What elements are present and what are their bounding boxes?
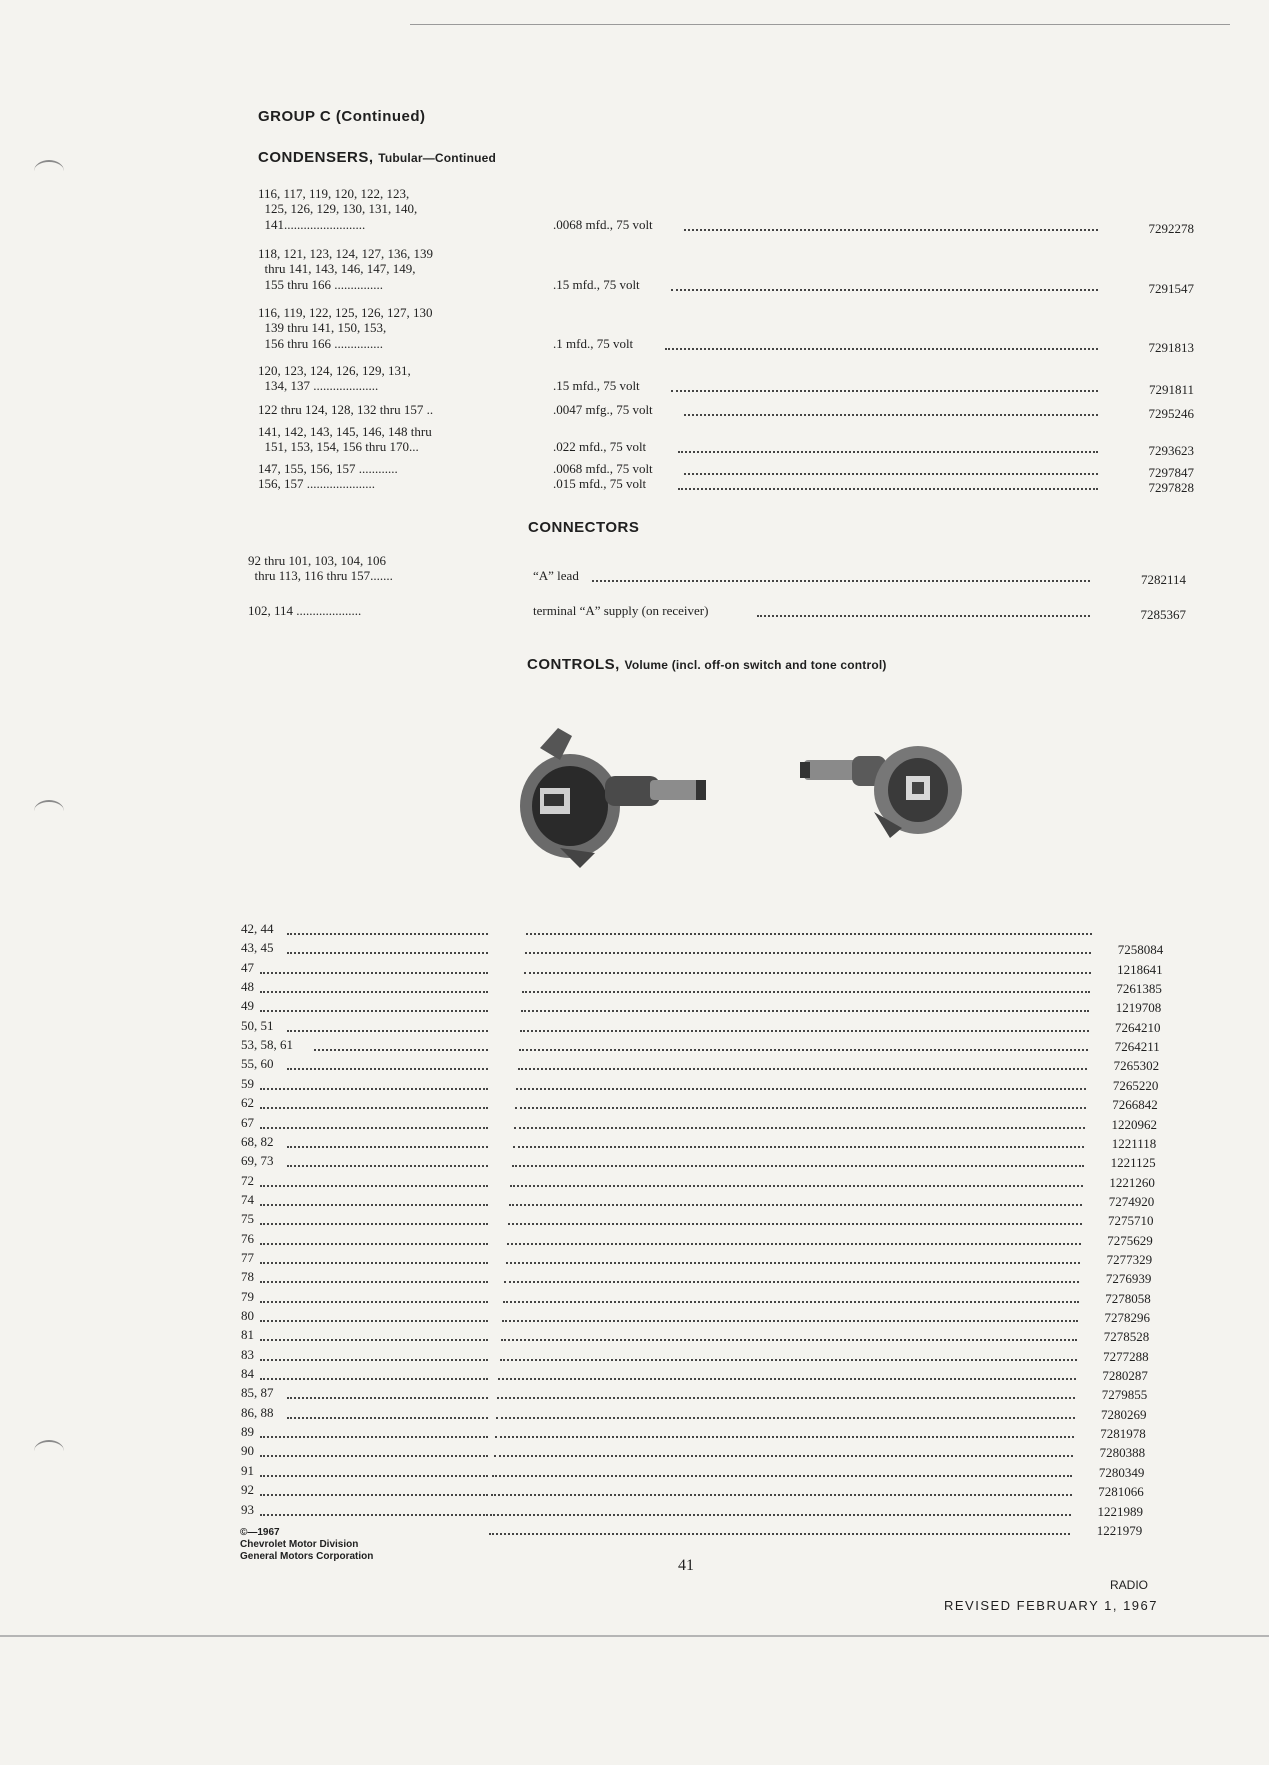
controls-entry-models: 50, 51 bbox=[241, 1017, 274, 1033]
controls-entry-leader-left bbox=[260, 991, 488, 993]
controls-entry-part-number: 7277329 bbox=[1106, 1251, 1153, 1267]
controls-entry-leader-left bbox=[260, 1475, 488, 1477]
controls-entry-models: 55, 60 bbox=[241, 1056, 274, 1072]
condensers-entry-description: .0047 mfg., 75 volt bbox=[553, 402, 653, 417]
controls-entry-part-number: 7281978 bbox=[1100, 1426, 1146, 1442]
controls-entry-part-number: 7275629 bbox=[1107, 1232, 1153, 1248]
controls-entry-leader-left bbox=[287, 1068, 488, 1070]
controls-entry-models: 47 bbox=[241, 959, 254, 975]
page-number: 41 bbox=[678, 1557, 694, 1574]
controls-entry-models: 68, 82 bbox=[241, 1133, 274, 1149]
binder-hole-middle bbox=[34, 800, 64, 822]
controls-entry-part-number: 7280287 bbox=[1102, 1368, 1148, 1384]
condensers-entry-part-number: 7295246 bbox=[1148, 406, 1194, 421]
controls-entry-leader-left bbox=[260, 1494, 488, 1496]
controls-entry-part-number: 1220962 bbox=[1111, 1116, 1157, 1132]
controls-entry-leader-left bbox=[314, 1049, 488, 1051]
controls-entry-models: 84 bbox=[241, 1366, 254, 1382]
controls-entry-leader-right bbox=[498, 1378, 1076, 1380]
controls-entry-part-number: 1221125 bbox=[1110, 1155, 1156, 1171]
controls-entry-leader-right bbox=[509, 1204, 1082, 1206]
controls-entry-leader-right bbox=[513, 1146, 1085, 1148]
condensers-entry-leader bbox=[684, 414, 1098, 416]
controls-entry-leader-right bbox=[512, 1165, 1084, 1167]
condensers-heading-main: CONDENSERS, bbox=[258, 149, 374, 166]
division-name: Chevrolet Motor Division bbox=[240, 1539, 359, 1550]
controls-entry-leader-left bbox=[260, 1281, 488, 1283]
binder-hole-bottom bbox=[34, 1440, 64, 1462]
controls-entry-part-number: 7281066 bbox=[1098, 1484, 1144, 1500]
condensers-entry-description: .022 mfd., 75 volt bbox=[553, 439, 647, 455]
condensers-entry-models: 118, 121, 123, 124, 127, 136, 139 thru 141, 143, 146, 147, 149, 155 thru 166 ............... bbox=[258, 246, 434, 292]
controls-entry-part-number: 7277288 bbox=[1103, 1348, 1149, 1364]
condensers-heading bbox=[258, 149, 496, 166]
controls-entry-leader-right bbox=[490, 1514, 1071, 1516]
controls-entry-leader-left bbox=[287, 1030, 488, 1032]
controls-entry-models: 78 bbox=[241, 1269, 254, 1285]
controls-entry-part-number: 7264210 bbox=[1115, 1019, 1161, 1035]
controls-entry-leader-right bbox=[496, 1417, 1075, 1419]
controls-entry-leader-left bbox=[260, 1339, 488, 1341]
controls-entry-models: 49 bbox=[241, 998, 254, 1014]
condensers-entry-description: .15 mfd., 75 volt bbox=[553, 378, 640, 394]
controls-entry-leader-left bbox=[260, 1243, 488, 1245]
condensers-entry-models: 120, 123, 124, 126, 129, 131, 134, 137 .................... bbox=[258, 363, 411, 394]
controls-entry-part-number: 1221989 bbox=[1097, 1503, 1143, 1519]
binder-hole-top bbox=[34, 160, 64, 182]
controls-entry-leader-left bbox=[260, 1107, 488, 1109]
corporation-name: General Motors Corporation bbox=[240, 1551, 374, 1562]
controls-entry-part-number: 7280349 bbox=[1098, 1464, 1145, 1480]
controls-entry-leader-left bbox=[287, 952, 488, 954]
copyright-notice: ©—1967 bbox=[240, 1527, 280, 1538]
controls-entry-leader-right bbox=[500, 1359, 1077, 1361]
top-rule bbox=[410, 24, 1230, 25]
controls-entry-leader-right bbox=[503, 1301, 1079, 1303]
connectors-entry-leader bbox=[757, 615, 1090, 617]
controls-entry-models: 42, 44 bbox=[241, 921, 274, 936]
condensers-entry-part-number: 7297847 bbox=[1148, 465, 1194, 480]
controls-entry-part-number: 7264211 bbox=[1114, 1039, 1160, 1055]
controls-entry-leader-right bbox=[525, 952, 1092, 954]
controls-heading-sub: Volume (incl. off-on switch and tone control) bbox=[624, 658, 887, 672]
controls-entry-leader-left bbox=[260, 1301, 488, 1303]
controls-entry-leader-right bbox=[521, 1010, 1089, 1012]
controls-entry-leader-right bbox=[514, 1127, 1085, 1129]
condensers-entry-models: 147, 155, 156, 157 ............ bbox=[258, 461, 398, 476]
controls-entry-part-number: 7278296 bbox=[1104, 1310, 1150, 1325]
controls-entry-leader-right bbox=[494, 1455, 1074, 1457]
connectors-entry-description: “A” lead bbox=[533, 568, 579, 584]
controls-entry-part-number: 7278528 bbox=[1103, 1329, 1150, 1345]
controls-entry-part-number: 1221118 bbox=[1111, 1135, 1157, 1151]
connectors-entry-models: 102, 114 .................... bbox=[248, 603, 362, 618]
controls-entry-part-number: 7275710 bbox=[1108, 1213, 1154, 1229]
controls-entry-models: 80 bbox=[241, 1308, 254, 1323]
controls-entry-leader-right bbox=[518, 1068, 1088, 1070]
connectors-entry-part-number: 7282114 bbox=[1140, 572, 1186, 588]
section-label: RADIO bbox=[1110, 1578, 1149, 1592]
controls-entry-leader-right bbox=[491, 1494, 1072, 1496]
revision-date: REVISED FEBRUARY 1, 1967 bbox=[944, 1598, 1158, 1613]
condensers-entry-part-number: 7292278 bbox=[1148, 220, 1194, 236]
condensers-entry-part-number: 7291813 bbox=[1148, 339, 1194, 355]
controls-entry-models: 62 bbox=[241, 1095, 254, 1111]
controls-entry-models: 59 bbox=[241, 1075, 254, 1091]
controls-entry-part-number: 1221979 bbox=[1096, 1522, 1143, 1538]
controls-entry-leader-left bbox=[260, 1436, 488, 1438]
volume-control-image-left bbox=[500, 718, 720, 868]
controls-entry-part-number: 7265220 bbox=[1112, 1077, 1159, 1093]
controls-entry-models: 81 bbox=[241, 1327, 254, 1343]
controls-entry-part-number: 7279855 bbox=[1101, 1387, 1148, 1403]
controls-entry-part-number: 7280388 bbox=[1099, 1445, 1146, 1461]
controls-entry-models: 72 bbox=[241, 1172, 254, 1188]
controls-entry-models: 86, 88 bbox=[241, 1404, 274, 1420]
controls-entry-part-number: 7258084 bbox=[1117, 942, 1164, 958]
controls-entry-leader-left bbox=[287, 1146, 488, 1148]
controls-entry-part-number: 7276939 bbox=[1105, 1271, 1152, 1287]
controls-entry-leader-right bbox=[492, 1475, 1072, 1477]
controls-entry-models: 77 bbox=[241, 1249, 254, 1265]
controls-entry-part-number: 1219708 bbox=[1115, 1000, 1162, 1016]
connectors-heading: CONNECTORS bbox=[528, 519, 640, 536]
controls-entry-leader-right bbox=[508, 1223, 1082, 1225]
footer-credit bbox=[240, 1527, 373, 1563]
controls-entry-models: 76 bbox=[241, 1230, 254, 1246]
controls-entry-leader-right bbox=[510, 1185, 1083, 1187]
volume-control-image-right bbox=[800, 742, 980, 847]
controls-entry-models: 75 bbox=[241, 1211, 254, 1227]
condensers-entry-description: .0068 mfd., 75 volt bbox=[553, 216, 653, 232]
controls-entry-leader-right bbox=[519, 1049, 1088, 1051]
condensers-entry-leader bbox=[684, 229, 1098, 231]
controls-entry-leader-right bbox=[520, 1030, 1089, 1032]
controls-entry-leader-left bbox=[260, 1088, 488, 1090]
controls-entry-leader-right bbox=[489, 1533, 1071, 1535]
controls-entry-leader-right bbox=[501, 1339, 1078, 1341]
controls-entry-part-number: 7274920 bbox=[1108, 1193, 1155, 1209]
controls-entry-leader-left bbox=[260, 1010, 488, 1012]
controls-entry-leader-left bbox=[287, 1165, 488, 1167]
condensers-entry-leader bbox=[684, 473, 1098, 475]
condensers-entry-leader bbox=[671, 390, 1098, 392]
condensers-entry-part-number: 7297828 bbox=[1148, 480, 1194, 495]
condensers-entry-models: 141, 142, 143, 145, 146, 148 thru 151, 153, 154, 156 thru 170... bbox=[258, 424, 432, 455]
controls-entry-models: 92 bbox=[241, 1482, 254, 1498]
controls-entry-models: 89 bbox=[241, 1424, 254, 1440]
condensers-entry-part-number: 7291547 bbox=[1148, 280, 1194, 296]
controls-entry-models: 43, 45 bbox=[241, 940, 274, 956]
condensers-entry-leader bbox=[678, 451, 1098, 453]
controls-entry-part-number: 1221260 bbox=[1109, 1174, 1155, 1190]
connectors-entry-description: terminal “A” supply (on receiver) bbox=[533, 603, 709, 618]
controls-entry-part-number: 7278058 bbox=[1105, 1290, 1151, 1306]
controls-entry-models: 74 bbox=[241, 1191, 254, 1207]
controls-entry-leader-left bbox=[260, 1455, 488, 1457]
group-header: GROUP C (Continued) bbox=[258, 108, 426, 125]
condensers-entry-part-number: 7291811 bbox=[1148, 382, 1194, 398]
controls-entry-models: 93 bbox=[241, 1501, 254, 1517]
controls-entry-leader-left bbox=[260, 1223, 488, 1225]
controls-entry-leader-left bbox=[260, 1359, 488, 1361]
controls-entry-leader-right bbox=[504, 1281, 1079, 1283]
connectors-entry-leader bbox=[592, 580, 1090, 582]
controls-entry-models: 48 bbox=[241, 979, 254, 995]
controls-entry-part-number: 7280269 bbox=[1101, 1406, 1147, 1422]
controls-entry-leader-right bbox=[495, 1436, 1074, 1438]
controls-entry-models: 85, 87 bbox=[241, 1385, 274, 1401]
condensers-entry-models: 116, 117, 119, 120, 122, 123, 125, 126, 129, 130, 131, 140, 141......................... bbox=[258, 186, 418, 232]
controls-heading bbox=[527, 656, 887, 673]
controls-entry-leader-right bbox=[516, 1088, 1086, 1090]
connectors-entry-models: 92 thru 101, 103, 104, 106 thru 113, 116 thru 157....... bbox=[248, 553, 393, 584]
controls-entry-leader-left bbox=[260, 1378, 488, 1380]
controls-entry-models: 79 bbox=[241, 1288, 254, 1304]
condensers-entry-models: 156, 157 ..................... bbox=[258, 476, 375, 491]
condensers-entry-leader bbox=[678, 488, 1098, 490]
controls-entry-leader-right bbox=[497, 1397, 1075, 1399]
controls-entry-leader-left bbox=[287, 1417, 488, 1419]
condensers-heading-sub: Tubular—Continued bbox=[378, 151, 497, 165]
condensers-entry-leader bbox=[671, 289, 1098, 291]
controls-entry-models: 53, 58, 61 bbox=[241, 1037, 293, 1053]
controls-entry-models: 83 bbox=[241, 1346, 254, 1362]
condensers-entry-description: .15 mfd., 75 volt bbox=[553, 276, 640, 292]
condensers-entry-models: 116, 119, 122, 125, 126, 127, 130 139 thru 141, 150, 153, 156 thru 166 ............... bbox=[258, 305, 433, 351]
connectors-entry-part-number: 7285367 bbox=[1140, 607, 1186, 622]
controls-entry-leader-right bbox=[502, 1320, 1078, 1322]
controls-entry-models: 91 bbox=[241, 1462, 254, 1478]
controls-entry-part-number: 7266842 bbox=[1112, 1097, 1158, 1113]
controls-entry-leader-left bbox=[260, 1514, 488, 1516]
controls-entry-leader-left bbox=[260, 1262, 488, 1264]
controls-entry-leader-right bbox=[506, 1262, 1081, 1264]
controls-heading-main: CONTROLS, bbox=[527, 656, 620, 673]
controls-entry-leader-left bbox=[260, 1127, 488, 1129]
controls-entry-models: 69, 73 bbox=[241, 1153, 274, 1169]
controls-entry-leader-right bbox=[522, 991, 1090, 993]
controls-entry-leader-left bbox=[287, 933, 488, 935]
condensers-entry-description: .015 mfd., 75 volt bbox=[553, 476, 647, 491]
controls-entry-leader-right bbox=[507, 1243, 1081, 1245]
controls-entry-leader-right bbox=[524, 972, 1091, 974]
controls-entry-leader-left bbox=[260, 1320, 488, 1322]
condensers-entry-description: .1 mfd., 75 volt bbox=[553, 335, 634, 351]
condensers-entry-models: 122 thru 124, 128, 132 thru 157 .. bbox=[258, 402, 434, 417]
controls-entry-leader-right bbox=[515, 1107, 1086, 1109]
controls-entry-models: 67 bbox=[241, 1114, 254, 1130]
controls-entry-part-number: 1218641 bbox=[1117, 961, 1163, 977]
controls-entry-leader-left bbox=[260, 972, 488, 974]
controls-entry-leader-left bbox=[260, 1204, 488, 1206]
controls-entry-part-number: 7265302 bbox=[1113, 1058, 1160, 1074]
controls-entry-part-number: 7261385 bbox=[1116, 981, 1162, 997]
condensers-entry-part-number: 7293623 bbox=[1148, 443, 1194, 459]
controls-entry-leader-right bbox=[526, 933, 1092, 935]
controls-entry-leader-left bbox=[260, 1185, 488, 1187]
controls-entry-models: 90 bbox=[241, 1443, 254, 1459]
bottom-rule bbox=[0, 1635, 1269, 1637]
condensers-entry-description: .0068 mfd., 75 volt bbox=[553, 461, 653, 476]
controls-entry-leader-left bbox=[287, 1397, 488, 1399]
condensers-entry-leader bbox=[665, 348, 1098, 350]
